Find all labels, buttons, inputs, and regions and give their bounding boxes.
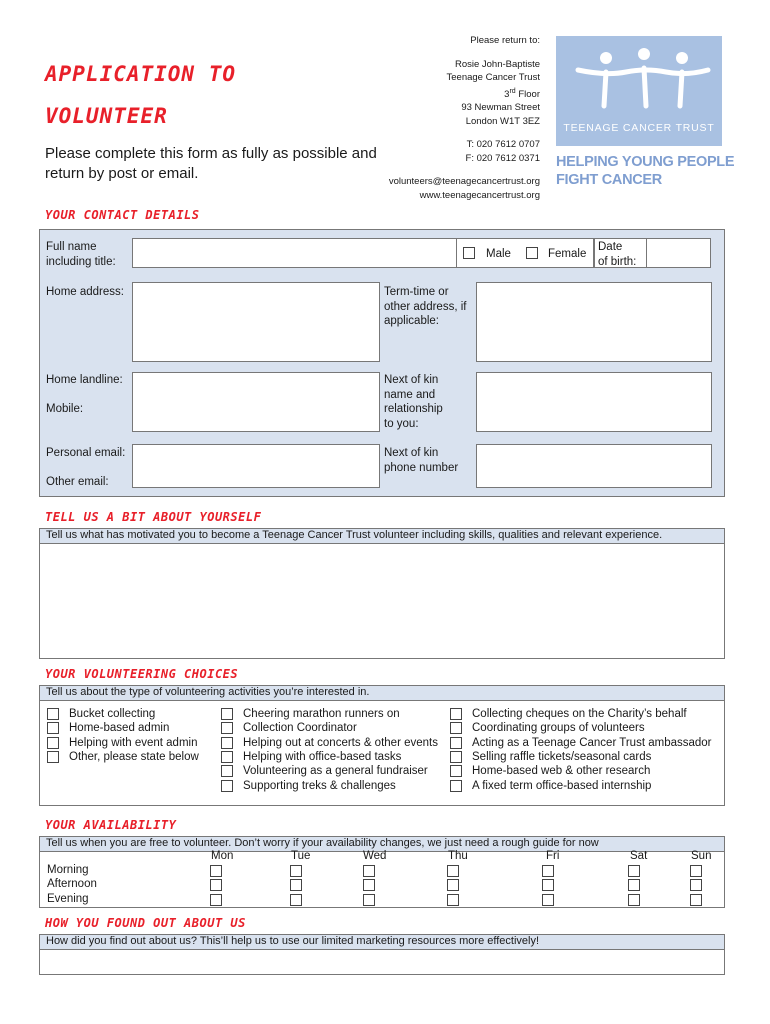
address-line: Teenage Cancer Trust (446, 72, 540, 83)
availability-checkbox[interactable] (363, 865, 375, 877)
choice-checkbox[interactable] (221, 722, 233, 734)
availability-checkbox[interactable] (628, 865, 640, 877)
availability-checkbox[interactable] (542, 865, 554, 877)
choice-checkbox[interactable] (221, 708, 233, 720)
availability-checkbox[interactable] (210, 879, 222, 891)
about-prompt: Tell us what has motivated you to become a Teenage Cancer Trust volunteer including skills, qualities and relevant experience. (39, 528, 725, 543)
period-label: Morning (47, 864, 89, 876)
section-heading-found: HOW YOU FOUND OUT ABOUT US (45, 916, 246, 930)
found-prompt: How did you find out about us? This’ll help us to use our limited marketing resources more effectively! (39, 934, 725, 949)
period-label: Afternoon (47, 878, 97, 890)
address-line (320, 85, 540, 102)
kin-phone-field[interactable] (476, 444, 712, 488)
found-textarea[interactable] (39, 949, 725, 975)
availability-checkbox[interactable] (363, 894, 375, 906)
availability-checkbox[interactable] (290, 865, 302, 877)
choice-checkbox[interactable] (47, 722, 59, 734)
choice-checkbox[interactable] (450, 765, 462, 777)
full-name-label: Full name including title: (46, 241, 116, 268)
choices-prompt: Tell us about the type of volunteering activities you’re interested in. (39, 685, 725, 700)
return-address-block (320, 34, 540, 202)
availability-checkbox[interactable] (542, 879, 554, 891)
availability-checkbox[interactable] (290, 894, 302, 906)
intro-line2: return by post or email. (45, 165, 199, 182)
contact-details-panel (39, 229, 725, 497)
choice-checkbox[interactable] (47, 751, 59, 763)
address-floor: 3rd Floor (504, 87, 540, 100)
kin-phone-label: Next of kin phone number (384, 447, 459, 474)
period-label: Evening (47, 893, 89, 905)
availability-prompt: Tell us when you are free to volunteer. Don’t worry if your availability changes, we just need a rough guide for now (39, 836, 725, 851)
choice-checkbox[interactable] (450, 708, 462, 720)
choice-checkbox[interactable] (450, 780, 462, 792)
availability-checkbox[interactable] (447, 865, 459, 877)
next-of-kin-label: Next of kin name and relationship to you: (384, 374, 443, 430)
address-line: London W1T 3EZ (465, 115, 540, 127)
full-name-field[interactable] (132, 238, 488, 268)
day-header: Mon (211, 850, 234, 862)
availability-checkbox[interactable] (690, 879, 702, 891)
choice-checkbox[interactable] (221, 780, 233, 792)
email-address: volunteers@teenagecancertrust.org (388, 176, 540, 188)
return-to-label: Please return to: (470, 35, 540, 46)
home-address-label: Home address: (46, 286, 124, 298)
dob-field[interactable] (646, 238, 711, 268)
section-heading-availability: YOUR AVAILABILITY (45, 818, 177, 832)
day-header: Sun (691, 850, 712, 862)
next-of-kin-field[interactable] (476, 372, 712, 432)
choice-checkbox[interactable] (450, 722, 462, 734)
availability-checkbox[interactable] (363, 879, 375, 891)
availability-checkbox[interactable] (447, 879, 459, 891)
availability-checkbox[interactable] (210, 865, 222, 877)
website-address: www.teenagecancertrust.org (419, 189, 540, 201)
logo-tagline-line2: FIGHT CANCER (556, 172, 662, 188)
email-field[interactable] (132, 444, 380, 488)
availability-checkbox[interactable] (290, 879, 302, 891)
choice-checkbox[interactable] (221, 765, 233, 777)
phone-number: T: 020 7612 0707 (466, 139, 540, 151)
form-title-line1: APPLICATION TO (45, 62, 237, 86)
availability-checkbox[interactable] (628, 879, 640, 891)
choice-checkbox[interactable] (221, 737, 233, 749)
term-address-field[interactable] (476, 282, 712, 362)
availability-checkbox[interactable] (690, 894, 702, 906)
choice-checkbox[interactable] (221, 751, 233, 763)
address-line: 93 Newman Street (461, 102, 540, 114)
day-header: Fri (546, 850, 560, 862)
intro-line1: Please complete this form as fully as possible and (45, 145, 377, 162)
logo (556, 36, 722, 146)
female-label: Female (548, 248, 587, 260)
fax-number: F: 020 7612 0371 (465, 152, 540, 164)
female-checkbox[interactable] (526, 247, 538, 259)
phone-field[interactable] (132, 372, 380, 432)
logo-tagline-line1: HELPING YOUNG PEOPLE (556, 154, 735, 170)
dob-label: Date of birth: (598, 241, 637, 268)
figures-logo-icon (556, 40, 722, 120)
home-landline-label: Home landline: (46, 374, 123, 386)
availability-checkbox[interactable] (447, 894, 459, 906)
choice-checkbox[interactable] (47, 737, 59, 749)
term-address-label: Term-time or other address, if applicable: (384, 286, 467, 327)
day-header: Tue (291, 850, 311, 862)
availability-checkbox[interactable] (210, 894, 222, 906)
logo-name: TEENAGE CANCER TRUST (563, 122, 715, 134)
choice-checkbox[interactable] (47, 708, 59, 720)
other-email-label: Other email: (46, 476, 109, 488)
form-title-line2: VOLUNTEER (45, 104, 168, 128)
home-address-field[interactable] (132, 282, 380, 362)
personal-email-label: Personal email: (46, 447, 126, 459)
about-textarea[interactable] (39, 543, 725, 659)
section-heading-choices: YOUR VOLUNTEERING CHOICES (45, 667, 239, 681)
day-header: Wed (363, 850, 387, 862)
availability-checkbox[interactable] (542, 894, 554, 906)
male-label: Male (486, 248, 511, 260)
day-header: Sat (630, 850, 648, 862)
availability-checkbox[interactable] (628, 894, 640, 906)
availability-checkbox[interactable] (690, 865, 702, 877)
choice-checkbox[interactable] (450, 737, 462, 749)
section-heading-about: TELL US A BIT ABOUT YOURSELF (45, 510, 262, 524)
mobile-label: Mobile: (46, 403, 84, 415)
section-heading-contact: YOUR CONTACT DETAILS (45, 208, 200, 222)
day-header: Thu (448, 850, 468, 862)
choice-checkbox[interactable] (450, 751, 462, 763)
address-line: Rosie John-Baptiste (454, 58, 540, 70)
male-checkbox[interactable] (463, 247, 475, 259)
